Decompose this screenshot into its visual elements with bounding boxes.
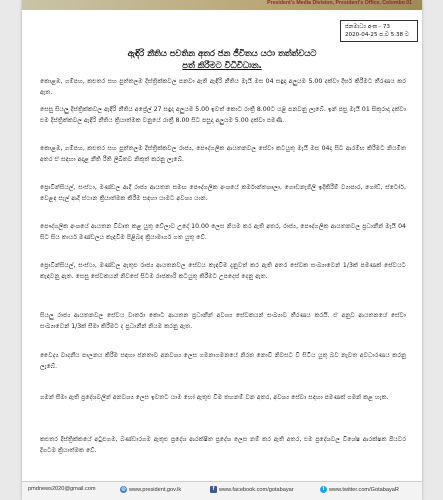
paragraph: ගමන් සීමා ඇති ප්‍රදේශවලින් අනවශ්‍ය ලෙස ඉවතට යාම හෝ ඇතුළු වීම තහනම් වන අතර, අවශ්‍ය සේවා සඳහා පමණක් ගමන් කළ හැක. — [40, 394, 389, 401]
paragraph: වෛද්‍ය වාදනීය පාලනය කිරීම සඳහා ජනතාව අනවශ්‍ය ලෙස ගමනාගමනයේ නිරත නොවී නිවසට වී සිටිය යුතු බව නැවත අවධාරණය කරනු ලැබේ. — [40, 352, 406, 370]
facebook-icon: f — [210, 486, 217, 493]
paragraph: ප්‍රොවින්සියල්, සංස්ථා, මණ්ඩල ඇතුළු රාජ්‍ය ආයතනවල සේවය කැඳවීම දැනුවත් කර ඇති අතර සේවක සංඛ්‍යාවෙන් 1/3ක් පමණක් සේවයට කැඳවනු ඇත. සෙසු සේවකයන් නිවසේ සිටම රාජකාරි කටයුතු කිරීමට උපදෙස් දෙනු ඇත. — [40, 262, 406, 280]
paragraph: කළුතර දිස්ත්‍රික්කයේ අටුළුගම, බණ්ඩාරගම ඇතුළු ප්‍රදේශ ආරක්ෂිත ප්‍රදේශ ලෙස නම් කර ඇති අතර, එම ප්‍රදේශවල විශේෂ ආරක්ෂක පියවර දිගටම ක්‍රියාත්මක වේ. — [40, 436, 406, 454]
globe-icon: ◎ — [121, 486, 126, 492]
release-info-box — [340, 20, 418, 42]
headline-line-1: ඇඳිරි නීතිය පවතින අතර ජන ජීවිතය යථා තත්ත්වයට — [127, 48, 317, 58]
office-line: President's Media Division, President's Office, Colombo 01 — [267, 0, 412, 6]
press-release-page — [22, 0, 422, 500]
footer-email[interactable]: pmdnews2020@gmail.com — [28, 486, 96, 492]
footer-website[interactable]: ◎ www.president.gov.lk — [121, 486, 182, 493]
paragraph: ප්‍රොවින්සියල්, සංස්ථා, මණ්ඩල ආදී රාජ්‍ය ආයතන සමඟ පෞද්ගලික අංශයේ කර්මාන්තශාලා, ගොඩනැගිලි ඉදිකිරීම් ව්‍යාපාර, ගෝඩ්, ස්ටෝර්, වෙළඳ සැල් ආදී ස්ථාන ක්‍රියාත්මක කිරීම සඳහා යාමට අවශ්‍ය යාන. — [40, 184, 406, 202]
headline-line-2: පත් කිරීමට විධිවිධාන. — [182, 60, 262, 70]
paragraph: සෙසු සියලු දිස්ත්‍රික්කවල ඇඳිරි නීතිය අප්‍රේල් 27 සඳුදා අලුයම 5.00 ඉවත් කොට රාත්‍රී 8.00ට යළි පනවනු ලැබේ. ඉන් පසු මැයි 01 සිකුරාදා දක්වා එම දිස්ත්‍රික්කවල ඇඳිරි නීතිය ක්‍රියාත්මක වනුයේ රාත්‍රී 8.00 සිට පසුදා අලුයම 5.00 දක්වා පමණි. — [40, 106, 406, 124]
paragraph: පෞද්ගලික අංශයේ ආයතන විවෘත කළ යුතු වේලාව උදේ 10.00 ලෙස නියම කර ඇති අතර, රාජ්‍ය, පෞද්ගලික ආයතනවල ප්‍රධානීන් මැයි 04 සිට සිය කාර්ය මණ්ඩලය කැඳවීම පිළිබඳ ක්‍රියාමාර්ග ගත යුතු වේ. — [40, 223, 406, 241]
release-number: ජනමාධ්‍ය අංක - 73 — [345, 24, 390, 30]
footer-twitter[interactable]: t www.twitter.com/GotabayaR — [320, 486, 399, 493]
contact-footer — [22, 481, 422, 500]
paragraph: කොළඹ, ගම්පහ, කළුතර සහ පුත්තලම දිස්ත්‍රික්කවල පනවා ඇති ඇඳිරි නීතිය මැයි මස 04 සඳුදා අලුයම 5.00 දක්වා දීර්ඝ කිරීමට තීරණය කර ඇත. — [40, 78, 406, 96]
release-datetime: 2020-04-25 ප.ව 5.38 ට — [345, 32, 409, 38]
twitter-icon: t — [320, 486, 327, 493]
paragraph: සියලු රාජ්‍ය ආයතනවල සේවය වාර්තා කොට ආයතන ප්‍රධානීන් අවශ්‍ය සේවකයන් සංඛ්‍යාව තීරණය කරයි. ඒ අනුව ආයතනයේ සේවා සංඛ්‍යාවෙන් 1/3ක් සීමා කිරීමට ද ප්‍රධානීන් නියම කරනු ඇත. — [40, 312, 406, 330]
footer-facebook[interactable]: f www.facebook.com/gotabayar — [210, 486, 294, 493]
paragraph: කොළඹ, ගම්පහ, කළුතර සහ පුත්තලම දිස්ත්‍රික්කවල රාජ්‍ය, පෞද්ගලික ආයතනවල සේවා කටයුතු මැයි මස 04දා සිට ආරම්භ කිරීමට නියමිත අතර ඒ සඳහා අදාළ නීති රීති ලිඛිතව නිකුත් කරනු ලැබේ. — [40, 145, 406, 163]
